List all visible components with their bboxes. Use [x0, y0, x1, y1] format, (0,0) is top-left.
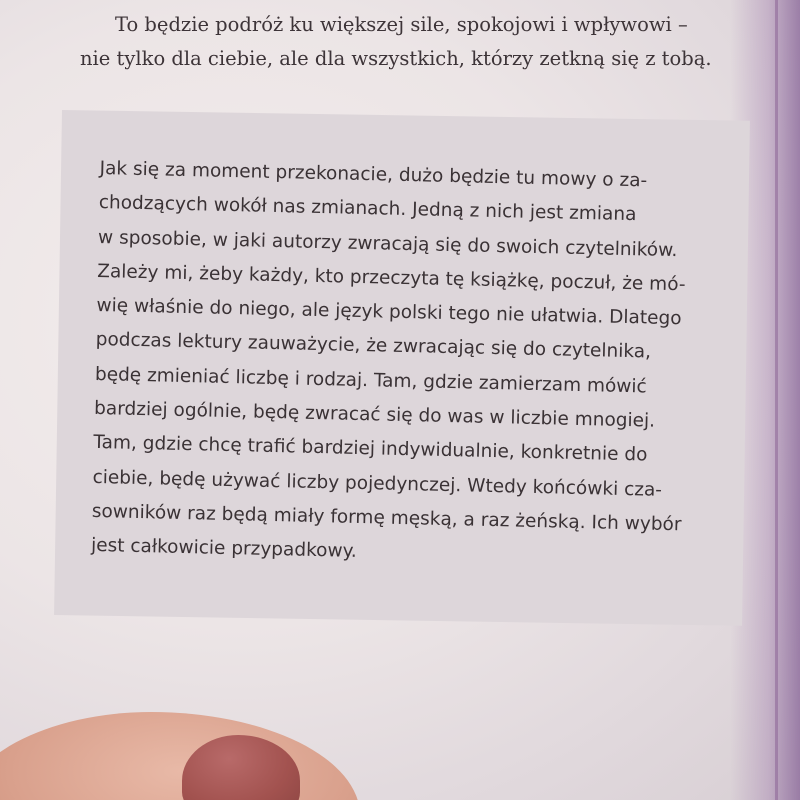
box-line: wię właśnie do niego, ale język polski tego nie ułatwia. Dlatego — [96, 295, 682, 330]
box-line: w sposobie, w jaki autorzy zwracają się do swoich czytelników. — [97, 226, 678, 261]
header-line: nie tylko dla ciebie, ale dla wszystkich, którzy zetkną się z tobą. — [80, 47, 712, 70]
box-line: sowników raz będą miały formę męską, a raz żeńską. Ich wybór — [91, 500, 682, 536]
header-paragraph — [60, 8, 760, 76]
box-line: bardziej ogólnie, będę zwracać się do was w liczbie mnogiej. — [93, 398, 656, 432]
header-line: To będzie podróż ku większej sile, spokojowi i wpływowi – — [115, 13, 688, 36]
page-edge — [775, 0, 778, 800]
box-line: ciebie, będę używać liczby pojedynczej. Wtedy końcówki cza- — [92, 466, 663, 501]
box-line: podczas lektury zauważycie, że zwracając się do czytelnika, — [95, 329, 652, 364]
box-line: będę zmieniać liczbę i rodzaj. Tam, gdzie zamierzam mówić — [94, 363, 647, 398]
box-line: Tam, gdzie chcę trafić bardziej indywidualnie, konkretnie do — [93, 432, 648, 466]
box-line: Jak się za moment przekonacie, dużo będzie tu mowy o za- — [99, 157, 648, 192]
box-line: Zależy mi, żeby każdy, kto przeczyta tę książkę, poczuł, że mó- — [97, 260, 686, 296]
box-line: jest całkowicie przypadkowy. — [90, 535, 358, 563]
boxed-paragraph — [91, 152, 740, 578]
box-line: chodzących wokół nas zmianach. Jedną z nich jest zmiana — [98, 192, 637, 226]
finger — [0, 712, 360, 800]
